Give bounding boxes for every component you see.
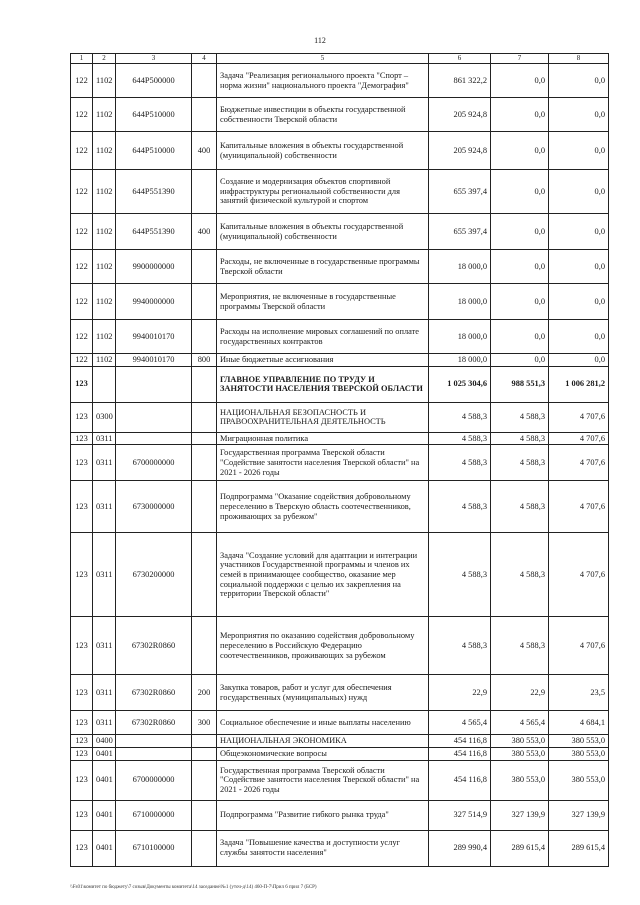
cell-target-article: 6730200000 [116,533,192,617]
cell-amount-year2: 289 615,4 [491,830,549,866]
cell-target-article [116,366,192,402]
cell-amount-year1: 18 000,0 [429,320,491,354]
cell-amount-year3: 4 707,6 [549,445,609,481]
cell-target-article: 644P500000 [116,64,192,98]
cell-admin-code: 123 [71,617,93,675]
cell-section-code: 0311 [93,481,116,533]
table-row [71,617,609,675]
cell-target-article: 6710100000 [116,830,192,866]
cell-amount-year1: 18 000,0 [429,250,491,284]
cell-item-name: Подпрограмма "Развитие гибкого рынка труда" [217,800,429,830]
cell-expense-type: 800 [192,354,217,367]
cell-expense-type [192,402,217,432]
table-row [71,354,609,367]
cell-item-name: Общеэкономические вопросы [217,747,429,760]
cell-item-name: Государственная программа Тверской области "Содействие занятости населения Тверской области" на 2021 - 2026 годы [217,760,429,800]
cell-amount-year2: 4 588,3 [491,533,549,617]
file-path-footer: \\Fs01\комитет по бюджету\7 созыв\Документы комитета\14 заседание\№1 (уточ-д\14) 460-П-7\Прил 6 прил 7 (БСР) [70,885,317,890]
cell-amount-year3: 0,0 [549,98,609,132]
cell-target-article: 9940010170 [116,320,192,354]
cell-item-name: Подпрограмма "Оказание содействия добровольному переселению в Тверскую область соотечественников, проживающих за рубежом" [217,481,429,533]
cell-target-article: 644P510000 [116,98,192,132]
column-header: 3 [116,54,192,64]
cell-section-code: 0400 [93,735,116,748]
cell-amount-year1: 454 116,8 [429,747,491,760]
cell-expense-type [192,481,217,533]
cell-expense-type [192,250,217,284]
cell-expense-type [192,533,217,617]
column-header: 2 [93,54,116,64]
cell-target-article: 6710000000 [116,800,192,830]
cell-amount-year1: 454 116,8 [429,760,491,800]
cell-amount-year3: 0,0 [549,170,609,214]
cell-amount-year2: 380 553,0 [491,735,549,748]
cell-section-code: 0311 [93,432,116,445]
cell-item-name: ГЛАВНОЕ УПРАВЛЕНИЕ ПО ТРУДУ И ЗАНЯТОСТИ НАСЕЛЕНИЯ ТВЕРСКОЙ ОБЛАСТИ [217,366,429,402]
cell-section-code: 1102 [93,320,116,354]
cell-admin-code: 123 [71,481,93,533]
cell-amount-year2: 22,9 [491,675,549,711]
cell-amount-year3: 0,0 [549,64,609,98]
cell-item-name: Закупка товаров, работ и услуг для обеспечения государственных (муниципальных) нужд [217,675,429,711]
cell-section-code: 0311 [93,617,116,675]
cell-amount-year2: 0,0 [491,170,549,214]
cell-amount-year3: 1 006 281,2 [549,366,609,402]
cell-section-code: 1102 [93,214,116,250]
cell-amount-year1: 861 322,2 [429,64,491,98]
cell-amount-year1: 4 588,3 [429,481,491,533]
cell-admin-code: 123 [71,760,93,800]
cell-item-name: Задача "Создание условий для адаптации и интеграции участников Государственной программы и членов их семей в принимающее сообщество, оказание мер социальной поддержки с целью их закрепления на территории Тверской области" [217,533,429,617]
cell-expense-type [192,617,217,675]
cell-amount-year2: 380 553,0 [491,760,549,800]
table-row [71,830,609,866]
cell-target-article [116,747,192,760]
cell-amount-year2: 4 588,3 [491,481,549,533]
cell-admin-code: 122 [71,214,93,250]
column-header: 1 [71,54,93,64]
table-row [71,250,609,284]
table-row [71,432,609,445]
cell-amount-year2: 327 139,9 [491,800,549,830]
cell-amount-year1: 4 588,3 [429,533,491,617]
cell-admin-code: 122 [71,170,93,214]
cell-item-name: Государственная программа Тверской области "Содействие занятости населения Тверской области" на 2021 - 2026 годы [217,445,429,481]
cell-amount-year3: 4 707,6 [549,481,609,533]
cell-amount-year3: 0,0 [549,354,609,367]
cell-section-code: 1102 [93,354,116,367]
cell-item-name: Миграционная политика [217,432,429,445]
cell-admin-code: 122 [71,64,93,98]
cell-target-article: 9900000000 [116,250,192,284]
cell-admin-code: 123 [71,533,93,617]
table-row [71,735,609,748]
table-row [71,711,609,735]
table-row [71,675,609,711]
cell-amount-year1: 655 397,4 [429,170,491,214]
cell-target-article: 67302R0860 [116,675,192,711]
cell-amount-year3: 4 707,6 [549,617,609,675]
cell-section-code: 1102 [93,170,116,214]
cell-item-name: Бюджетные инвестиции в объекты государственной собственности Тверской области [217,98,429,132]
cell-item-name: Задача "Повышение качества и доступности услуг службы занятости населения" [217,830,429,866]
column-header: 4 [192,54,217,64]
cell-amount-year1: 4 588,3 [429,402,491,432]
cell-section-code: 0311 [93,711,116,735]
column-header: 5 [217,54,429,64]
cell-item-name: Капитальные вложения в объекты государственной (муниципальной) собственности [217,214,429,250]
table-row [71,366,609,402]
budget-table [70,53,609,867]
cell-amount-year3: 4 707,6 [549,402,609,432]
cell-target-article: 6730000000 [116,481,192,533]
cell-expense-type [192,830,217,866]
page-number: 112 [314,36,326,45]
cell-expense-type [192,735,217,748]
cell-amount-year2: 0,0 [491,284,549,320]
cell-amount-year3: 0,0 [549,132,609,170]
cell-expense-type [192,284,217,320]
cell-target-article: 67302R0860 [116,617,192,675]
cell-expense-type [192,64,217,98]
cell-admin-code: 122 [71,98,93,132]
cell-item-name: Иные бюджетные ассигнования [217,354,429,367]
table-row [71,533,609,617]
cell-target-article: 644P551390 [116,170,192,214]
column-header: 7 [491,54,549,64]
table-row [71,445,609,481]
cell-target-article: 6700000000 [116,445,192,481]
cell-expense-type [192,445,217,481]
cell-section-code: 0311 [93,675,116,711]
cell-amount-year3: 0,0 [549,214,609,250]
cell-admin-code: 122 [71,354,93,367]
cell-amount-year1: 289 990,4 [429,830,491,866]
table-row [71,64,609,98]
cell-amount-year2: 380 553,0 [491,747,549,760]
cell-expense-type [192,170,217,214]
cell-amount-year1: 4 565,4 [429,711,491,735]
cell-target-article: 6700000000 [116,760,192,800]
cell-item-name: Социальное обеспечение и иные выплаты населению [217,711,429,735]
cell-section-code: 0311 [93,445,116,481]
cell-amount-year2: 0,0 [491,98,549,132]
cell-amount-year2: 4 588,3 [491,402,549,432]
cell-admin-code: 123 [71,800,93,830]
table-row [71,747,609,760]
cell-item-name: Капитальные вложения в объекты государственной (муниципальной) собственности [217,132,429,170]
cell-amount-year3: 4 707,6 [549,432,609,445]
cell-amount-year1: 4 588,3 [429,445,491,481]
cell-section-code: 1102 [93,132,116,170]
cell-expense-type [192,760,217,800]
cell-expense-type [192,98,217,132]
cell-section-code: 1102 [93,64,116,98]
cell-admin-code: 123 [71,830,93,866]
table-row [71,760,609,800]
cell-amount-year1: 4 588,3 [429,432,491,445]
cell-amount-year2: 0,0 [491,132,549,170]
cell-amount-year3: 380 553,0 [549,747,609,760]
cell-amount-year2: 0,0 [491,320,549,354]
table-row [71,800,609,830]
cell-amount-year2: 4 565,4 [491,711,549,735]
table-row [71,320,609,354]
cell-item-name: Расходы на исполнение мировых соглашений по оплате государственных контрактов [217,320,429,354]
cell-amount-year3: 0,0 [549,284,609,320]
cell-amount-year1: 655 397,4 [429,214,491,250]
cell-item-name: НАЦИОНАЛЬНАЯ БЕЗОПАСНОСТЬ И ПРАВООХРАНИТЕЛЬНАЯ ДЕЯТЕЛЬНОСТЬ [217,402,429,432]
table-row [71,402,609,432]
cell-admin-code: 123 [71,445,93,481]
cell-section-code: 1102 [93,98,116,132]
cell-amount-year3: 0,0 [549,320,609,354]
cell-expense-type [192,747,217,760]
cell-admin-code: 122 [71,320,93,354]
cell-amount-year3: 0,0 [549,250,609,284]
cell-amount-year2: 0,0 [491,214,549,250]
cell-amount-year3: 380 553,0 [549,735,609,748]
cell-target-article [116,402,192,432]
cell-expense-type: 400 [192,214,217,250]
cell-item-name: Расходы, не включенные в государственные программы Тверской области [217,250,429,284]
cell-amount-year2: 0,0 [491,250,549,284]
cell-section-code: 0311 [93,533,116,617]
cell-admin-code: 122 [71,250,93,284]
cell-amount-year1: 327 514,9 [429,800,491,830]
table-row [71,170,609,214]
cell-section-code: 0401 [93,760,116,800]
cell-amount-year3: 380 553,0 [549,760,609,800]
cell-amount-year2: 0,0 [491,64,549,98]
column-header: 6 [429,54,491,64]
cell-target-article [116,432,192,445]
cell-item-name: Задача "Реализация регионального проекта "Спорт – норма жизни" национального проекта "Демография" [217,64,429,98]
cell-admin-code: 123 [71,366,93,402]
cell-target-article: 67302R0860 [116,711,192,735]
column-header: 8 [549,54,609,64]
cell-section-code: 0401 [93,747,116,760]
cell-item-name: Мероприятия, не включенные в государственные программы Тверской области [217,284,429,320]
cell-amount-year3: 289 615,4 [549,830,609,866]
cell-section-code [93,366,116,402]
cell-item-name: Создание и модернизация объектов спортивной инфраструктуры региональной собственности для занятий физической культурой и спортом [217,170,429,214]
cell-admin-code: 123 [71,402,93,432]
cell-expense-type: 300 [192,711,217,735]
cell-admin-code: 122 [71,284,93,320]
cell-item-name: Мероприятия по оказанию содействия добровольному переселению в Российскую Федерацию соотечественников, проживающих за рубежом [217,617,429,675]
cell-amount-year3: 23,5 [549,675,609,711]
cell-expense-type: 200 [192,675,217,711]
cell-amount-year1: 18 000,0 [429,354,491,367]
table-row [71,214,609,250]
cell-expense-type [192,366,217,402]
table-row [71,132,609,170]
cell-amount-year1: 22,9 [429,675,491,711]
cell-expense-type [192,800,217,830]
cell-amount-year2: 988 551,3 [491,366,549,402]
column-header-row [71,54,609,64]
cell-target-article: 644P510000 [116,132,192,170]
cell-amount-year2: 4 588,3 [491,445,549,481]
cell-amount-year2: 4 588,3 [491,432,549,445]
cell-amount-year3: 327 139,9 [549,800,609,830]
table-row [71,284,609,320]
cell-item-name: НАЦИОНАЛЬНАЯ ЭКОНОМИКА [217,735,429,748]
cell-target-article: 9940010170 [116,354,192,367]
table-row [71,481,609,533]
cell-amount-year1: 1 025 304,6 [429,366,491,402]
cell-expense-type [192,432,217,445]
cell-amount-year1: 454 116,8 [429,735,491,748]
cell-admin-code: 122 [71,132,93,170]
cell-admin-code: 123 [71,711,93,735]
cell-amount-year1: 205 924,8 [429,132,491,170]
cell-amount-year1: 18 000,0 [429,284,491,320]
cell-section-code: 0401 [93,830,116,866]
cell-amount-year1: 205 924,8 [429,98,491,132]
cell-admin-code: 123 [71,432,93,445]
cell-amount-year2: 4 588,3 [491,617,549,675]
cell-expense-type [192,320,217,354]
cell-admin-code: 123 [71,735,93,748]
cell-section-code: 1102 [93,284,116,320]
cell-expense-type: 400 [192,132,217,170]
cell-target-article: 644P551390 [116,214,192,250]
cell-admin-code: 123 [71,747,93,760]
table-row [71,98,609,132]
cell-amount-year1: 4 588,3 [429,617,491,675]
cell-section-code: 1102 [93,250,116,284]
cell-section-code: 0300 [93,402,116,432]
cell-target-article [116,735,192,748]
cell-amount-year3: 4 684,1 [549,711,609,735]
cell-admin-code: 123 [71,675,93,711]
cell-amount-year2: 0,0 [491,354,549,367]
cell-target-article: 9940000000 [116,284,192,320]
cell-amount-year3: 4 707,6 [549,533,609,617]
cell-section-code: 0401 [93,800,116,830]
